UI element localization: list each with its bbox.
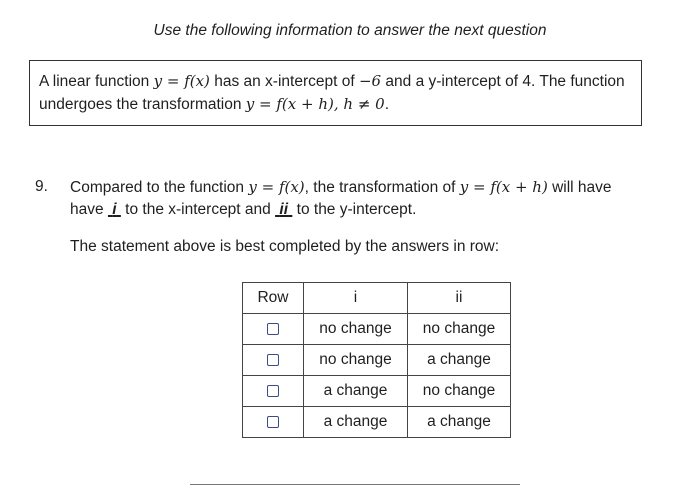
cell-ii: a change [408, 345, 511, 376]
answer-table [242, 282, 511, 438]
cell-i: no change [304, 345, 408, 376]
cell-ii: no change [408, 376, 511, 407]
info-text: and a y-intercept of 4. The function undergoes the transformation [39, 73, 625, 113]
checkbox-icon[interactable] [267, 354, 279, 366]
info-text: has an x-intercept of [209, 73, 359, 90]
question-text: will have [547, 179, 612, 196]
checkbox-icon[interactable] [267, 323, 279, 335]
answer-line [190, 484, 520, 485]
table-row [243, 345, 511, 376]
row-select-cell [243, 407, 304, 438]
blank-ii: ii [279, 201, 289, 218]
question-text: , the transformation of [304, 179, 460, 196]
question-prompt: The statement above is best completed by the answers in row: [70, 238, 500, 255]
row-select-cell [243, 376, 304, 407]
header-ii: ii [408, 283, 511, 314]
question-number: 9. [35, 178, 48, 195]
header-row: Row [243, 283, 304, 314]
question-stem: Compared to the function y = f(x), the transformation of y = f(x + h) will have have i to the x-intercept and ii to the y-intercept. [70, 178, 612, 218]
info-text: . [384, 96, 390, 113]
blank-i: i [112, 201, 117, 218]
table-row [243, 314, 511, 345]
information-box [29, 60, 642, 126]
question-text: to the y-intercept. [292, 201, 417, 218]
cell-i: no change [304, 314, 408, 345]
cell-ii: a change [408, 407, 511, 438]
cell-i: a change [304, 407, 408, 438]
instruction-text: Use the following information to answer the next question [153, 22, 547, 39]
cell-ii: no change [408, 314, 511, 345]
checkbox-icon[interactable] [267, 416, 279, 428]
info-math-function: y = f(x) [153, 72, 210, 90]
header-i: i [304, 283, 408, 314]
info-math-x-intercept: −6 [358, 72, 382, 90]
question-math-function: y = f(x) [248, 178, 305, 196]
question-math-transformation: y = f(x + h) [459, 178, 548, 196]
table-header-row [243, 283, 511, 314]
row-select-cell [243, 314, 304, 345]
checkbox-icon[interactable] [267, 385, 279, 397]
row-select-cell [243, 345, 304, 376]
info-text: A linear function [39, 73, 154, 90]
info-math-transformation: y = f(x + h), h ≠ 0 [245, 95, 385, 113]
table-row [243, 376, 511, 407]
question-text: to the x-intercept and [120, 201, 276, 218]
cell-i: a change [304, 376, 408, 407]
question-text: Compared to the function [70, 179, 249, 196]
table-row [243, 407, 511, 438]
